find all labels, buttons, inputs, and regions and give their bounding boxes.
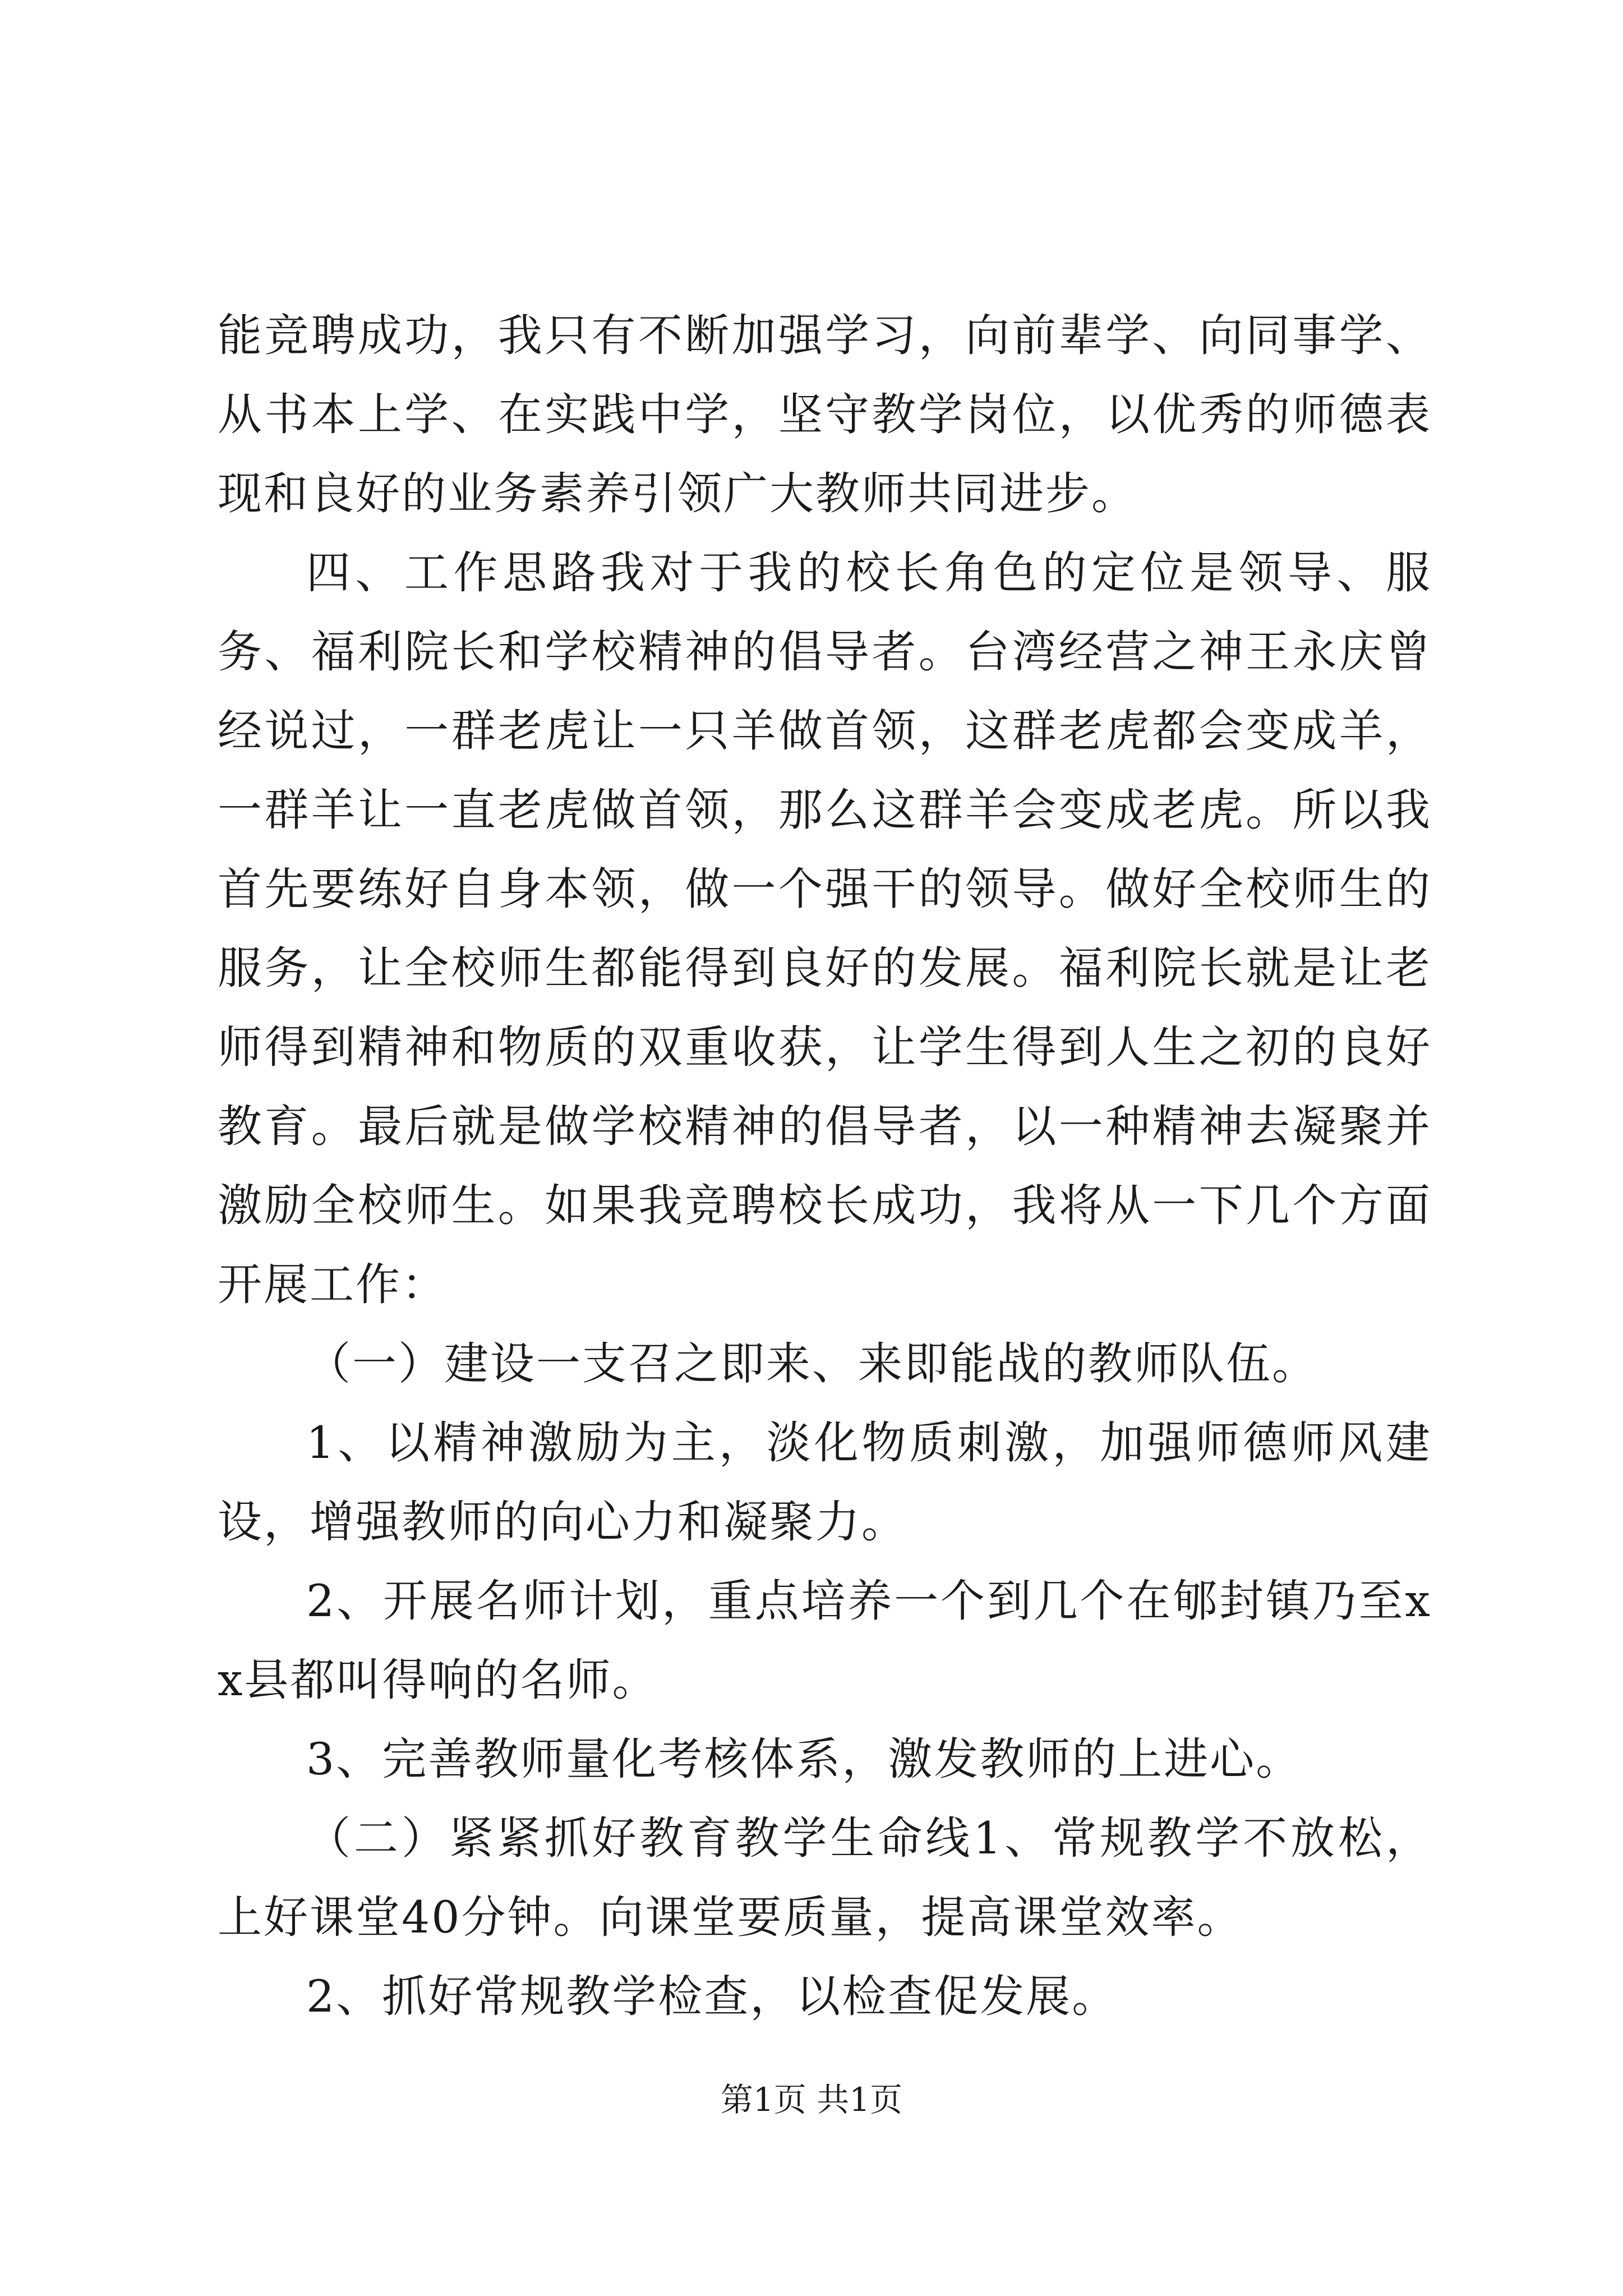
paragraph-7: （二）紧紧抓好教育教学生命线1、常规教学不放松，上好课堂40分钟。向课堂要质量，提高课堂效率。 (218, 1812, 1432, 1943)
paragraph-5: 2、开展名师计划，重点培养一个到几个在郇封镇乃至xx县都叫得响的名师。 (218, 1575, 1432, 1706)
paragraph-3: （一）建设一支召之即来、来即能战的教师队伍。 (306, 1338, 1318, 1389)
paragraph-6: 3、完善教师量化考核体系，激发教师的上进心。 (306, 1733, 1302, 1785)
document-body (218, 296, 1432, 2036)
paragraph-8: 2、抓好常规教学检查，以检查促发展。 (306, 1971, 1118, 2022)
paragraph-1: 能竞聘成功，我只有不断加强学习，向前辈学、向同事学、从书本上学、在实践中学，坚守教学岗位，以优秀的师德表现和良好的业务素养引领广大教师共同进步。 (218, 310, 1432, 519)
paragraph-4: 1、以精神激励为主，淡化物质刺激，加强师德师风建设，增强教师的向心力和凝聚力。 (218, 1417, 1432, 1548)
page-footer: 第1页 共1页 (720, 2081, 903, 2119)
paragraph-2: 四、工作思路我对于我的校长角色的定位是领导、服务、福利院长和学校精神的倡导者。台湾经营之神王永庆曾经说过，一群老虎让一只羊做首领，这群老虎都会变成羊，一群羊让一直老虎做首领，那么这群羊会变成老虎。所以我首先要练好自身本领，做一个强干的领导。做好全校师生的服务，让全校师生都能得到良好的发展。福利院长就是让老师得到精神和物质的双重收获，让学生得到人生之初的良好教育。最后就是做学校精神的倡导者，以一种精神去凝聚并激励全校师生。如果我竞聘校长成功，我将从一下几个方面开展工作： (218, 547, 1432, 1310)
